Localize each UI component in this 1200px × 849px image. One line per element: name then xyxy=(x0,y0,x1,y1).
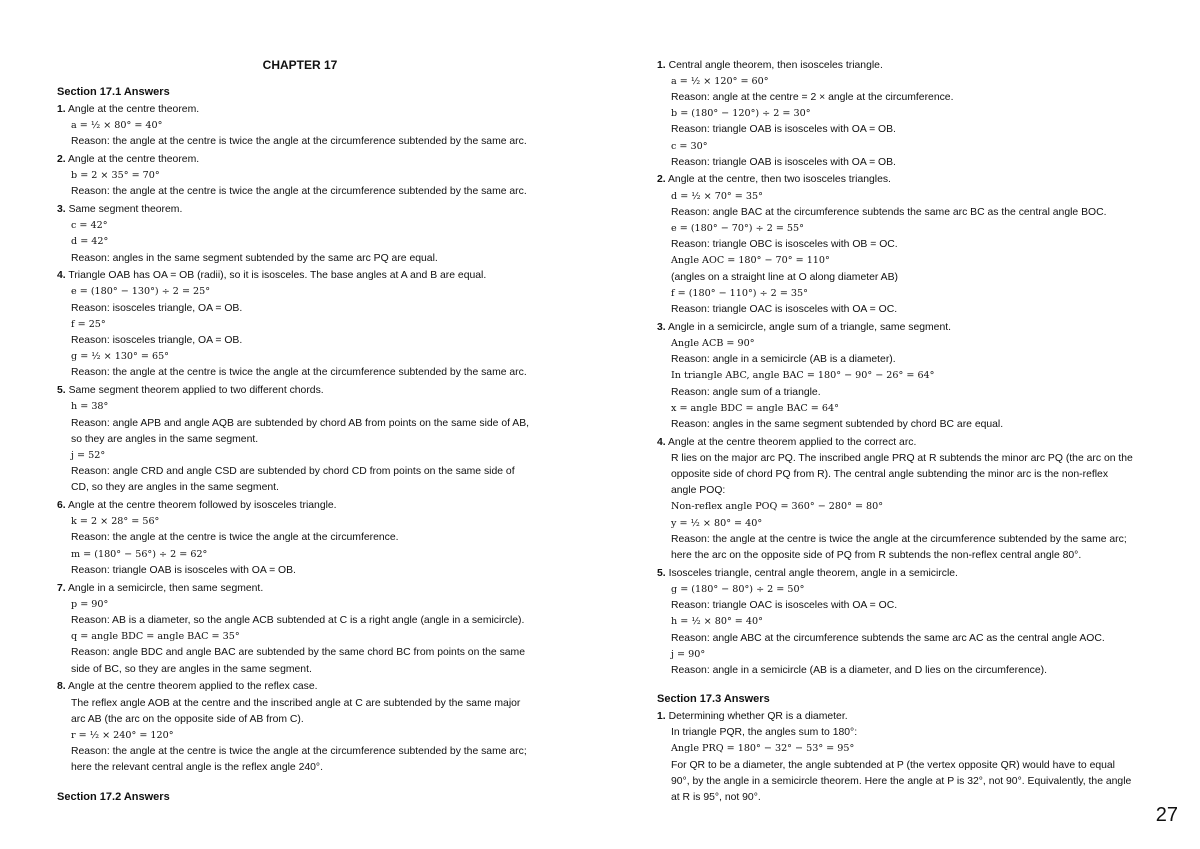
text-line: Reason: triangle OAC is isosceles with OA = OC. xyxy=(671,304,898,316)
text-line: (angles on a straight line at O along diameter AB) xyxy=(671,271,898,283)
math-line: h = 38° xyxy=(71,401,109,413)
math-line: j = 52° xyxy=(71,449,106,461)
left-column xyxy=(57,58,543,806)
text-line: Reason: the angle at the centre is twice the angle at the circumference subtended by the same arc; xyxy=(71,746,527,758)
question-number: 3. xyxy=(657,321,666,333)
text-line: Reason: triangle OAB is isosceles with OA = OB. xyxy=(671,156,896,168)
text-line: Reason: angle BDC and angle BAC are subtended by the same chord BC from points on the same xyxy=(71,647,525,659)
question-topic: Determining whether QR is a diameter. xyxy=(668,710,848,722)
math-line: j = 90° xyxy=(671,648,706,660)
question-topic: Same segment theorem. xyxy=(68,203,183,215)
math-line: d = 42° xyxy=(71,236,109,248)
math-line: g = (180° − 80°) ÷ 2 = 50° xyxy=(671,584,805,595)
question-topic: Angle at the centre, then two isosceles triangles. xyxy=(668,174,891,186)
text-line: here the relevant central angle is the reflex angle 240°. xyxy=(71,762,323,774)
math-line: In triangle ABC, angle BAC = 180° − 90° − 26° = 64° xyxy=(671,370,935,382)
math-line: q = angle BDC = angle BAC = 35° xyxy=(71,631,240,643)
math-line: Angle ACB = 90° xyxy=(671,337,755,349)
text-line: side of BC, so they are angles in the same segment. xyxy=(71,663,312,675)
question-heading xyxy=(657,435,1143,451)
text-line: Reason: isosceles triangle, OA = OB. xyxy=(71,302,243,314)
math-line: Non-reflex angle POQ = 360° − 280° = 80° xyxy=(671,501,884,513)
text-line: The reflex angle AOB at the centre and the inscribed angle at C are subtended by the same major xyxy=(71,697,521,709)
question-number: 2. xyxy=(657,174,666,186)
question-topic: Central angle theorem, then isosceles triangle. xyxy=(668,59,883,71)
question-heading xyxy=(57,102,543,118)
question-heading xyxy=(657,172,1143,188)
question-topic: Angle in a semicircle, then same segment. xyxy=(68,582,264,594)
math-line: d = ½ × 70° = 35° xyxy=(671,190,763,202)
text-line: here the arc on the opposite side of PQ from R subtends the non-reflex central angle 80°. xyxy=(671,550,1082,562)
text-line: arc AB (the arc on the opposite side of AB from C). xyxy=(71,713,304,725)
question-heading xyxy=(657,709,1143,725)
math-line: r = ½ × 240° = 120° xyxy=(71,729,174,741)
text-line: Reason: angle in a semicircle (AB is a diameter, and D lies on the circumference). xyxy=(671,665,1047,677)
math-line: Angle PRQ = 180° − 32° − 53° = 95° xyxy=(671,743,855,755)
math-line: a = ½ × 80° = 40° xyxy=(71,119,163,131)
math-line: c = 42° xyxy=(71,220,108,232)
math-line: c = 30° xyxy=(671,140,708,152)
question-number: 4. xyxy=(57,270,66,282)
question-number: 1. xyxy=(657,710,666,722)
text-line: Reason: the angle at the centre is twice the angle at the circumference subtended by the same arc. xyxy=(71,136,527,148)
math-line: e = (180° − 130°) ÷ 2 = 25° xyxy=(71,286,211,298)
text-line: Reason: the angle at the centre is twice the angle at the circumference subtended by the same arc. xyxy=(71,367,527,379)
question-topic: Isosceles triangle, central angle theorem, angle in a semicircle. xyxy=(668,567,958,579)
math-line: e = (180° − 70°) ÷ 2 = 55° xyxy=(671,223,804,235)
question-number: 1. xyxy=(57,103,66,115)
question-topic: Triangle OAB has OA = OB (radii), so it is isosceles. The base angles at A and B are equal. xyxy=(68,270,487,282)
text-line: CD, so they are angles in the same segment. xyxy=(71,482,279,494)
question-topic: Angle at the centre theorem applied to the reflex case. xyxy=(68,681,318,693)
text-line: Reason: angles in the same segment subtended by the same arc PQ are equal. xyxy=(71,252,438,264)
question-heading xyxy=(57,498,543,514)
math-line: p = 90° xyxy=(71,598,109,610)
question-heading xyxy=(57,679,543,695)
question-number: 7. xyxy=(57,582,66,594)
text-line: For QR to be a diameter, the angle subtended at P (the vertex opposite QR) would have to equal xyxy=(671,759,1115,771)
page-number: 27 xyxy=(1155,804,1178,826)
text-line: opposite side of chord PQ from R). The central angle subtending the minor arc is the non-reflex xyxy=(671,469,1109,481)
math-line: f = (180° − 110°) ÷ 2 = 35° xyxy=(671,287,808,299)
text-line: Reason: triangle OBC is isosceles with OB = OC. xyxy=(671,239,898,251)
question-number: 2. xyxy=(57,153,66,165)
question-number: 6. xyxy=(57,500,66,512)
chapter-title: CHAPTER 17 xyxy=(262,58,338,72)
question-heading xyxy=(657,58,1143,74)
question-heading xyxy=(57,383,543,399)
text-line: so they are angles in the same segment. xyxy=(71,433,259,445)
text-line: Reason: the angle at the centre is twice the angle at the circumference subtended by the same arc; xyxy=(671,533,1127,545)
math-line: h = ½ × 80° = 40° xyxy=(671,616,763,628)
question-topic: Angle at the centre theorem applied to the correct arc. xyxy=(668,436,917,448)
question-number: 1. xyxy=(657,59,666,71)
text-line: Reason: angle in a semicircle (AB is a diameter). xyxy=(671,354,896,366)
section-heading: Section 17.2 Answers xyxy=(57,790,170,803)
text-line: Reason: the angle at the centre is twice the angle at the circumference subtended by the same arc. xyxy=(71,186,527,198)
question-heading xyxy=(57,581,543,597)
math-line: a = ½ × 120° = 60° xyxy=(671,75,769,87)
text-line: Reason: the angle at the centre is twice the angle at the circumference. xyxy=(71,532,399,544)
question-topic: Angle at the centre theorem. xyxy=(68,153,200,165)
text-line: Reason: angle APB and angle AQB are subtended by chord AB from points on the same side of AB, xyxy=(71,417,530,429)
math-line: b = 2 × 35° = 70° xyxy=(71,170,160,182)
section-heading: Section 17.3 Answers xyxy=(657,693,770,706)
text-line: Reason: triangle OAC is isosceles with OA = OC. xyxy=(671,600,898,612)
text-line: Reason: triangle OAB is isosceles with OA = OB. xyxy=(671,124,896,136)
question-heading xyxy=(57,152,543,168)
question-number: 3. xyxy=(57,203,66,215)
text-line: In triangle PQR, the angles sum to 180°: xyxy=(671,727,858,739)
question-number: 4. xyxy=(657,436,666,448)
question-number: 5. xyxy=(657,567,666,579)
question-heading xyxy=(57,202,543,218)
math-line: y = ½ × 80° = 40° xyxy=(671,517,763,529)
text-line: at R is 95°, not 90°. xyxy=(671,791,761,803)
text-line: 90°, by the angle in a semicircle theorem. Here the angle at P is 32°, not 90°. Equivalently, the angle xyxy=(671,775,1132,787)
question-heading xyxy=(657,320,1143,336)
question-topic: Angle at the centre theorem followed by isosceles triangle. xyxy=(68,500,337,512)
math-line: f = 25° xyxy=(71,318,106,330)
text-line: R lies on the major arc PQ. The inscribed angle PRQ at R subtends the minor arc PQ (the arc on the xyxy=(671,452,1133,464)
section-heading: Section 17.1 Answers xyxy=(57,86,170,98)
question-number: 5. xyxy=(57,385,66,397)
question-heading xyxy=(57,268,543,284)
text-line: angle POQ: xyxy=(671,485,726,497)
right-column xyxy=(657,56,1143,806)
question-number: 8. xyxy=(57,681,66,693)
math-line: k = 2 × 28° = 56° xyxy=(71,516,160,528)
text-line: Reason: triangle OAB is isosceles with OA = OB. xyxy=(71,564,296,576)
question-topic: Angle in a semicircle, angle sum of a triangle, same segment. xyxy=(668,321,951,333)
question-heading xyxy=(657,566,1143,582)
math-line: b = (180° − 120°) ÷ 2 = 30° xyxy=(671,108,811,120)
math-line: g = ½ × 130° = 65° xyxy=(71,351,169,363)
text-line: Reason: angle ABC at the circumference subtends the same arc AC as the central angle AOC. xyxy=(671,632,1105,644)
text-line: Reason: angle CRD and angle CSD are subtended by chord CD from points on the same side of xyxy=(71,466,515,478)
text-line: Reason: AB is a diameter, so the angle ACB subtended at C is a right angle (angle in a semicircle). xyxy=(71,615,525,626)
math-line: x = angle BDC = angle BAC = 64° xyxy=(671,402,839,414)
text-line: Reason: isosceles triangle, OA = OB. xyxy=(71,335,243,347)
text-line: Reason: angle at the centre = 2 × angle at the circumference. xyxy=(671,91,954,103)
text-line: Reason: angle sum of a triangle. xyxy=(671,386,821,398)
math-line: Angle AOC = 180° − 70° = 110° xyxy=(671,255,830,267)
question-topic: Angle at the centre theorem. xyxy=(68,103,200,115)
math-line: m = (180° − 56°) ÷ 2 = 62° xyxy=(71,548,208,560)
text-line: Reason: angle BAC at the circumference subtends the same arc BC as the central angle BOC. xyxy=(671,206,1107,218)
text-line: Reason: angles in the same segment subtended by chord BC are equal. xyxy=(671,418,1004,430)
question-topic: Same segment theorem applied to two different chords. xyxy=(68,385,324,397)
